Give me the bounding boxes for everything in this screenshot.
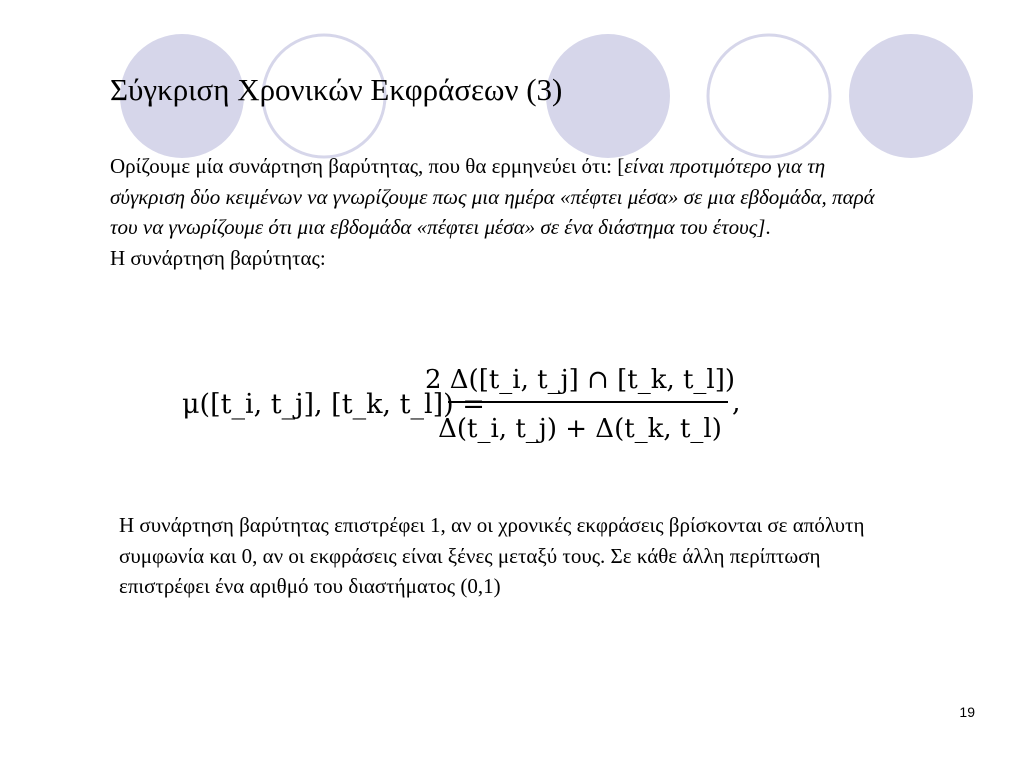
weight-formula xyxy=(180,355,760,455)
formula-denominator: Δ(t_i, t_j) + Δ(t_k, t_l) xyxy=(438,414,722,444)
intro-tail: . xyxy=(765,215,771,239)
weight-function-label: Η συνάρτηση βαρύτητας: xyxy=(110,245,326,270)
formula-trailing-comma: , xyxy=(732,387,741,418)
circle-filled-2 xyxy=(546,34,670,158)
result-text: Η συνάρτηση βαρύτητας επιστρέφει 1, αν οι χρονικές εκφράσεις βρίσκονται σε απόλυτη συμφωνία και 0, αν οι εκφράσεις είναι ξένες μεταξύ τους. Σε κάθε άλλη περίπτωση επιστρέφει ένα αριθμό του διαστήματος (0,1) xyxy=(119,513,865,598)
formula-lhs: μ([t_i, t_j], [t_k, t_l]) = xyxy=(182,389,485,420)
circle-outline-2 xyxy=(708,35,830,157)
intro-definition xyxy=(110,151,890,243)
page-number: 19 xyxy=(959,704,975,720)
circle-filled-3 xyxy=(849,34,973,158)
intro-paragraph xyxy=(110,151,890,273)
slide-title: Σύγκριση Χρονικών Εκφράσεων (3) xyxy=(110,72,563,107)
result-paragraph xyxy=(119,510,879,602)
intro-lead: Ορίζουμε μία συνάρτηση βαρύτητας, που θα ερμηνεύει ότι: [ xyxy=(110,154,625,178)
formula-numerator: 2 Δ([t_i, t_j] ∩ [t_k, t_l]) xyxy=(424,365,736,395)
intro-quote: είναι προτιμότερο για τη σύγκριση δύο κειμένων να γνωρίζουμε πως μια ημέρα «πέφτει μέσα» σε μια εβδομάδα, παρά του να γνωρίζουμε ότι μια εβδομάδα «πέφτει μέσα» σε ένα διάστημα του έτους] xyxy=(110,154,875,239)
